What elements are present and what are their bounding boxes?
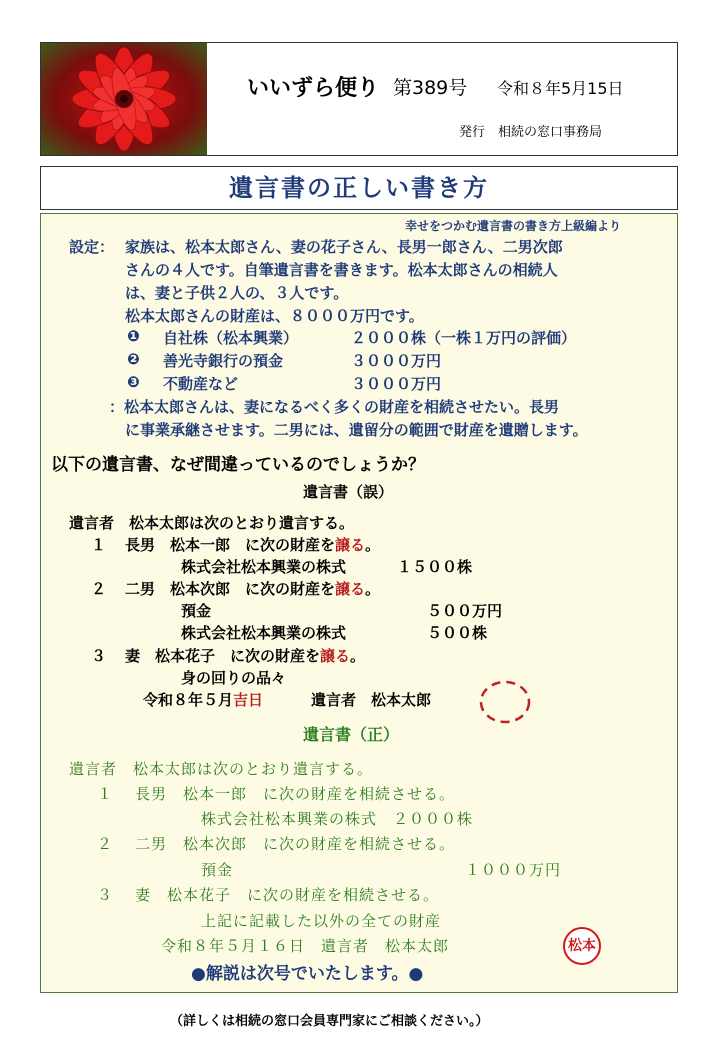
asset-bullet: ❶	[127, 327, 140, 345]
wrong-item-number: ３	[91, 647, 107, 665]
issue-number: 第389号	[393, 77, 468, 99]
title-box	[40, 166, 678, 210]
asset-bullet: ❷	[127, 350, 140, 368]
missing-seal-circle	[477, 678, 533, 726]
wrong-amount: １５００株	[397, 558, 473, 576]
wrong-item-who: 長男 松本一郎 に次の財産を	[125, 536, 336, 554]
wrong-item-text	[125, 578, 380, 599]
correct-intro: 遺言者 松本太郎は次のとおり遺言する。	[69, 760, 374, 778]
wrong-item-number: ２	[91, 580, 107, 598]
wrong-signer: 遺言者 松本太郎	[311, 691, 432, 709]
correct-item-number: ２	[97, 835, 114, 853]
date-kichijitsu: 吉日	[233, 691, 264, 709]
asset-name: 不動産など	[163, 375, 239, 393]
asset-bullet: ❸	[127, 373, 140, 391]
setting-label: 設定：	[69, 238, 115, 256]
wish-line: に事業承継させます。二男には、遺留分の範囲で財産を遺贈します。	[125, 421, 588, 439]
seal-stamp	[563, 927, 601, 965]
asset-name: 善光寺銀行の預金	[163, 352, 284, 370]
setting-line: 家族は、松本太郎さん、妻の花子さん、長男一郎さん、二男次郎	[125, 238, 563, 256]
correct-heading-main: 遺言書	[303, 725, 352, 744]
wrong-asset: 株式会社松本興業の株式	[181, 624, 347, 642]
flower-photo	[41, 43, 207, 155]
page-title: 遺言書の正しい書き方	[229, 174, 489, 202]
wrong-amount: ５００株	[427, 624, 488, 642]
wrong-item-who: 妻 松本花子 に次の財産を	[125, 647, 321, 665]
wrong-item-text	[125, 645, 365, 666]
wrong-intro: 遺言者 松本太郎は次のとおり遺言する。	[69, 514, 355, 532]
wrong-item-who: 二男 松本次郎 に次の財産を	[125, 580, 336, 598]
setting-line: さんの４人です。自筆遺言書を書きます。松本太郎さんの相続人	[125, 261, 558, 279]
wrong-item-number: １	[91, 536, 107, 554]
date-prefix: 令和８年５月	[143, 691, 234, 709]
wrong-verb: 譲る	[335, 536, 366, 554]
setting-line: 松本太郎さんの財産は、８０００万円です。	[125, 307, 424, 325]
wrong-item-text	[125, 534, 380, 555]
question: 以下の遺言書、なぜ間違っているのでしょうか？	[51, 455, 425, 475]
correct-amount: １０００万円	[465, 861, 562, 879]
correct-heading-suffix: （正）	[351, 725, 400, 744]
publisher: 発行 相続の窓口事務局	[459, 125, 603, 140]
setting-line: は、妻と子供２人の、３人です。	[125, 284, 349, 302]
punct: 。	[365, 536, 381, 554]
correct-asset: 預金	[201, 861, 234, 879]
content-box	[40, 213, 678, 993]
correct-asset: 上記に記載した以外の全ての財産	[201, 912, 442, 930]
correct-item-text: 妻 松本花子 に次の財産を相続させる。	[135, 886, 440, 904]
asset-value: ２０００株（一株１万円の評価）	[351, 329, 577, 347]
wrong-asset: 預金	[181, 602, 212, 620]
wish-line: ：松本太郎さんは、妻になるべく多くの財産を相続させたい。長男	[109, 398, 560, 416]
source-note: 幸せをつかむ遺言書の書き方上級編より	[405, 219, 622, 233]
footer-note: （詳しくは相続の窓口会員専門家にご相談ください。）	[170, 1014, 489, 1029]
correct-item-text: 二男 松本次郎 に次の財産を相続させる。	[135, 835, 456, 853]
asset-value: ３０００万円	[351, 352, 442, 370]
correct-item-number: １	[97, 785, 114, 803]
wrong-date	[143, 689, 263, 710]
correct-date-signer: 令和８年５月１６日 遺言者 松本太郎	[161, 937, 450, 955]
next-issue-note: ●解説は次号でいたします。●	[191, 964, 424, 984]
header	[40, 42, 678, 156]
wrong-verb: 譲る	[320, 647, 351, 665]
correct-heading	[303, 722, 399, 745]
wrong-verb: 譲る	[335, 580, 366, 598]
wrong-asset: 株式会社松本興業の株式	[181, 558, 347, 576]
newsletter-name: いいずら便り	[247, 76, 380, 101]
punct: 。	[350, 647, 366, 665]
correct-asset: 株式会社松本興業の株式 ２０００株	[201, 810, 474, 828]
issue-date: 令和８年5月15日	[497, 79, 624, 98]
asset-value: ３０００万円	[351, 375, 442, 393]
correct-item-number: ３	[97, 886, 114, 904]
wrong-heading: 遺言書（誤）	[303, 483, 394, 501]
correct-item-text: 長男 松本一郎 に次の財産を相続させる。	[135, 785, 456, 803]
seal-text: 松本	[568, 938, 596, 954]
wrong-asset: 身の回りの品々	[181, 669, 287, 687]
wrong-amount: ５００万円	[427, 602, 503, 620]
punct: 。	[365, 580, 381, 598]
asset-name: 自社株（松本興業）	[163, 329, 299, 347]
